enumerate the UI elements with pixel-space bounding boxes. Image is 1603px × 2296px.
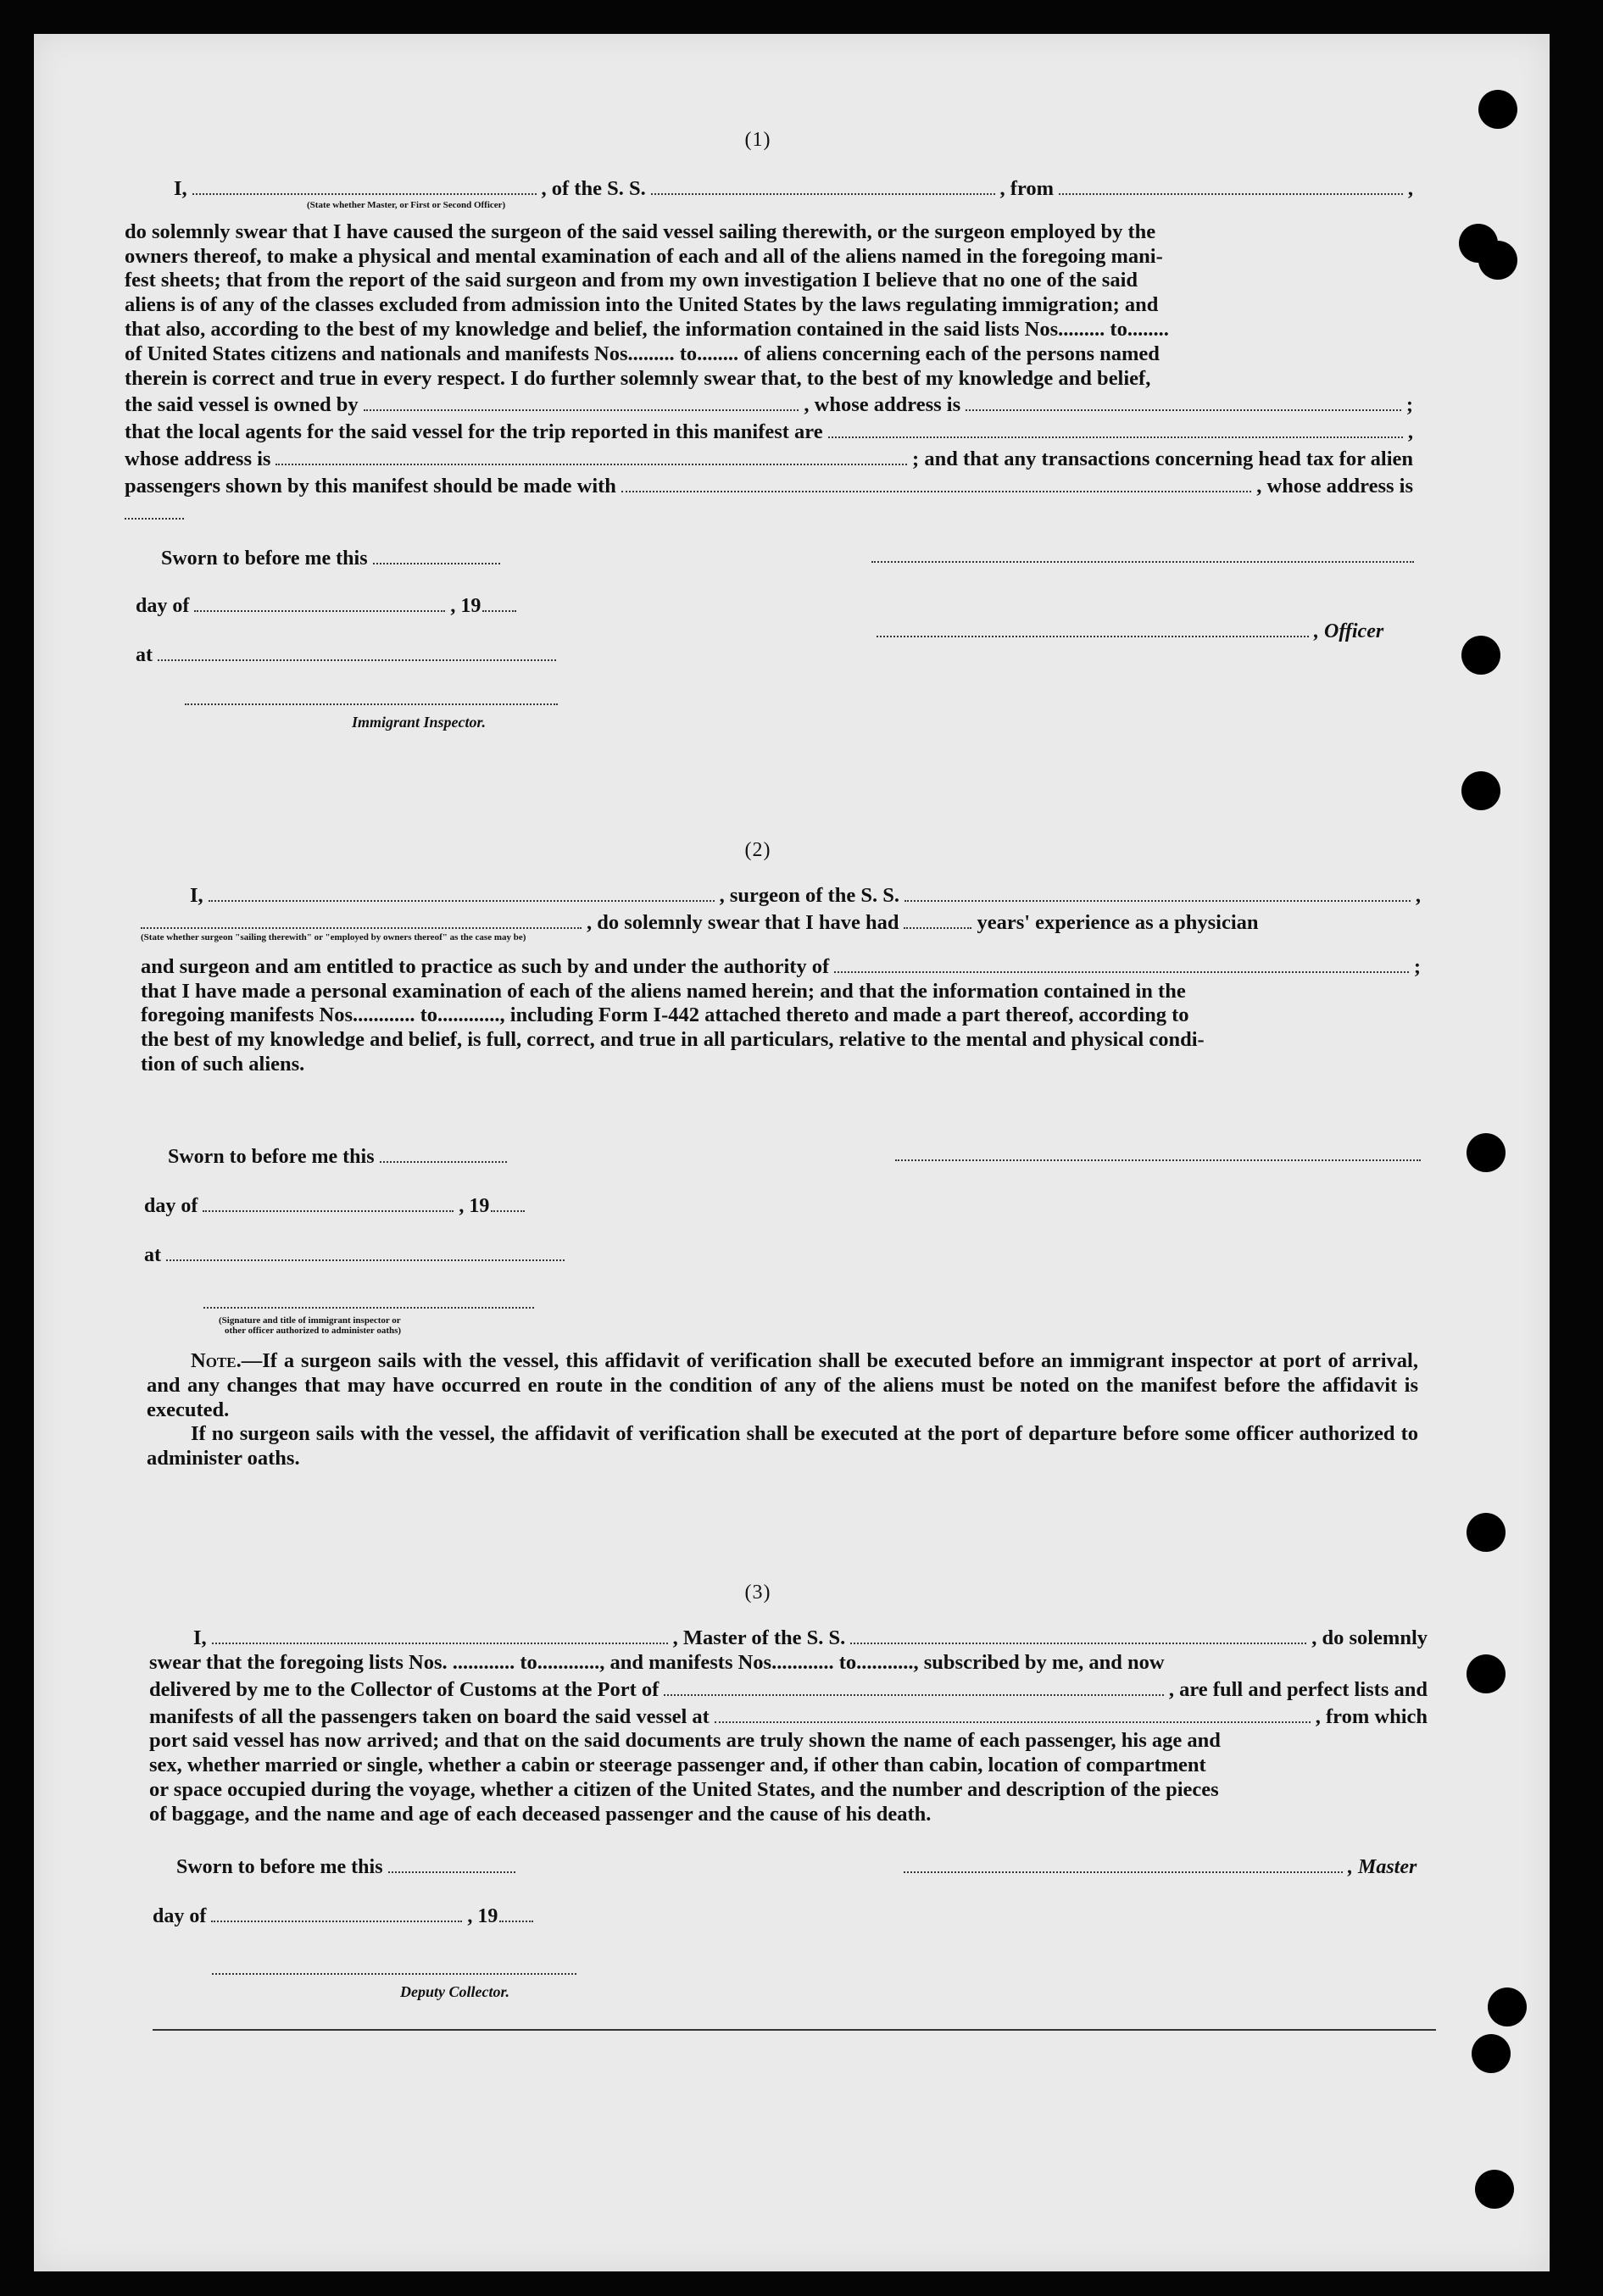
s2-authority-field[interactable] [834,953,1409,973]
s1-sworn-label: Sworn to before me this [161,547,368,570]
s1-body-line: of United States citizens and nationals and manifests Nos......... to........ of aliens concerning each of the persons named [125,342,1160,365]
s1-body-line: that also, according to the best of my knowledge and belief, the information contained in the said lists Nos......... to........ [125,318,1169,342]
s1-from: , from [999,177,1055,201]
s3-taken-start: manifests of all the passengers taken on board the said vessel at [149,1704,710,1728]
s2-body-line: tion of such aliens. [141,1052,305,1076]
s3-collector-caption: Deputy Collector. [400,1983,509,2000]
s1-body-line: do solemnly swear that I have caused the surgeon of the said vessel sailing therewith, or the surgeon employed by the [125,220,1156,243]
punch-hole [1461,636,1500,675]
s1-officer-caption: (State whether Master, or First or Second Officer) [307,199,506,210]
s2-authority: and surgeon and am entitled to practice as such by and under the authority of [141,954,830,978]
s1-officer-signature-line[interactable] [871,561,1414,563]
s3-body-line: port said vessel has now arrived; and that on the said documents are truly shown the name of each passenger, his age and [149,1729,1221,1753]
s3-day-of-label: day of [153,1904,207,1927]
s1-at [136,641,561,667]
punch-hole [1488,1987,1527,2026]
s3-sworn-label: Sworn to before me this [176,1855,383,1878]
s2-at [144,1241,570,1267]
s1-officer-label: , Officer [1314,620,1384,642]
punch-hole [1478,241,1517,280]
s2-i: I, [190,884,203,908]
s1-i: I, [174,177,187,201]
s3-sworn [176,1853,520,1879]
form-page [34,34,1550,2271]
section-1-body [125,175,1413,520]
s2-surgeon-type-field[interactable] [141,909,582,929]
s3-ss-field[interactable] [850,1624,1306,1644]
s2-sworn-label: Sworn to before me this [168,1145,375,1168]
s1-day-of [136,592,521,618]
s2-day-field[interactable] [203,1192,454,1212]
s3-day-of [153,1902,538,1928]
s3-taken-end: , from which [1315,1704,1428,1728]
s3-port-start: delivered by me to the Collector of Customs at the Port of [149,1677,660,1701]
punch-hole [1461,771,1500,810]
s1-head-tax: ; and that any transactions concerning head tax for alien [912,448,1413,471]
section-3-heading: (3) [744,1582,771,1604]
s2-sig-caption-1: (Signature and title of immigrant inspector or [219,1315,401,1326]
s1-body-line: aliens is of any of the classes excluded from admission into the United States by the laws regulating immigration; and [125,293,1159,317]
s1-owner-address-field[interactable] [966,391,1401,411]
s3-body-line: of baggage, and the name and age of each deceased passenger and the cause of his death. [149,1802,932,1826]
s2-ss-field[interactable] [904,881,1411,902]
s3-master-label: , Master [1348,1855,1417,1878]
s3-master-of-ss: , Master of the S. S. [672,1626,846,1650]
section-2-body [141,881,1421,1077]
s1-head-tax-address-field[interactable] [125,499,184,520]
s3-master-signature-line[interactable] [904,1853,1343,1873]
s3-year-label: , 19 [467,1904,498,1927]
s3-i: I, [193,1626,207,1650]
s2-surgeon-caption: (State whether surgeon "sailing therewith" or "employed by owners thereof" as the case may be) [141,931,526,942]
s3-master-name-field[interactable] [212,1624,668,1644]
s2-years-label: years' experience as a physician [977,910,1259,934]
punch-hole [1467,1133,1506,1172]
s1-body-line: fest sheets; that from the report of the said surgeon and from my own investigation I believe that no one of the said [125,269,1138,292]
s3-year-field[interactable] [499,1902,533,1922]
s3-collector-signature-line[interactable] [212,1973,576,1975]
s2-year-label: , 19 [459,1194,490,1217]
s1-from-field[interactable] [1059,175,1403,195]
punch-hole [1475,2170,1514,2209]
s1-agents-address-field[interactable] [276,445,907,465]
s1-body-line: owners thereof, to make a physical and mental examination of each and all of the aliens named in the foregoing mani- [125,244,1163,268]
s1-year-field[interactable] [482,592,516,612]
s2-note-label: Note. [191,1349,242,1372]
s3-day-field[interactable] [211,1902,462,1922]
s2-body-line: that I have made a personal examination of each of the aliens named herein; and that the information contained in the [141,979,1186,1003]
bottom-rule [153,2029,1436,2031]
s2-year-field[interactable] [491,1192,525,1212]
s3-taken-field[interactable] [715,1702,1311,1722]
s2-at-field[interactable] [166,1241,565,1261]
s3-master [899,1853,1417,1879]
s2-day-of-label: day of [144,1194,198,1217]
s1-comma: , [1407,420,1413,444]
s2-surgeon-signature-line[interactable] [895,1159,1421,1161]
s3-body-line: sex, whether married or single, whether a cabin or steerage passenger and, if other than cabin, location of compartment [149,1754,1206,1777]
s3-sworn-date-field[interactable] [388,1853,515,1873]
punch-hole [1467,1513,1506,1552]
s1-officer-name-field[interactable] [877,617,1309,637]
s2-swear: , do solemnly swear that I have had [587,910,899,934]
s2-inspector-signature-line[interactable] [203,1307,534,1309]
s3-body-line: or space occupied during the voyage, whether a citizen of the United States, and the number and description of the pieces [149,1777,1219,1801]
punch-hole [1467,1654,1506,1693]
s1-ss-field[interactable] [651,175,995,195]
s1-owned-by: the said vessel is owned by [125,393,359,417]
s2-sworn [168,1142,512,1169]
punch-hole [1472,2034,1511,2073]
s2-semicolon: ; [1413,954,1421,978]
s2-sig-caption-2: other officer authorized to administer oaths) [225,1326,402,1336]
section-3-body [149,1624,1428,1827]
section-2-heading: (2) [744,839,771,861]
s3-do-solemnly: , do solemnly [1311,1626,1428,1650]
s2-at-label: at [144,1243,161,1266]
s1-comma: , [1407,177,1413,201]
s2-body-line: the best of my knowledge and belief, is full, correct, and true in all particulars, relative to the mental and physical condi- [141,1028,1205,1052]
s1-year-label: , 19 [450,594,481,617]
s2-comma: , [1415,884,1421,908]
s2-years-field[interactable] [904,909,971,929]
s2-surgeon-of-ss: , surgeon of the S. S. [719,884,899,908]
s1-body-line: therein is correct and true in every respect. I do further solemnly swear that, to the best of my knowledge and belief, [125,366,1151,390]
s1-passengers-shown: passengers shown by this manifest should be made with [125,475,616,498]
s1-day-field[interactable] [194,592,445,612]
s1-whose-address-2: whose address is [125,448,271,471]
s1-local-agents: that the local agents for the said vessel for the trip reported in this manifest are [125,420,823,444]
s1-whose-address: , whose address is [804,393,961,417]
s2-note [147,1349,1418,1471]
s2-body-line: foregoing manifests Nos............ to............, including Form I-442 attached thereto and made a part thereof, according to [141,1003,1189,1027]
punch-hole [1478,90,1517,129]
s1-semicolon: ; [1405,393,1414,417]
s1-head-tax-field[interactable] [621,472,1251,492]
section-1-heading: (1) [744,129,771,151]
s2-note-text: —If a surgeon sails with the vessel, this affidavit of verification shall be executed before an immigrant inspector at port of arrival, and any changes that may have occurred en route in the condition of any of the aliens must be noted on the manifest before the affidavit is executed. [147,1349,1418,1421]
s1-day-of-label: day of [136,594,190,617]
s2-sworn-date-field[interactable] [380,1142,507,1163]
s1-inspector-signature-line[interactable] [185,703,558,705]
s3-body-line: swear that the foregoing lists Nos. ............ to............, and manifests Nos............ to..........., subscribed by me, and now [149,1650,1165,1674]
s2-note-paragraph-2: If no surgeon sails with the vessel, the affidavit of verification shall be executed at the port of departure before some officer authorized to administer oaths. [147,1422,1418,1470]
s2-note-paragraph [147,1349,1418,1422]
s1-at-label: at [136,643,153,666]
s1-sworn-date-field[interactable] [373,544,500,564]
s1-inspector-caption: Immigrant Inspector. [352,714,487,731]
s1-officer [871,617,1383,643]
s1-whose-address-3: , whose address is [1256,475,1413,498]
s1-agents-field[interactable] [828,418,1403,438]
s1-of-ss: , of the S. S. [541,177,646,201]
s1-officer-field[interactable] [192,175,537,195]
s3-port-end: , are full and perfect lists and [1168,1677,1428,1701]
s2-surgeon-name-field[interactable] [209,881,715,902]
s1-at-field[interactable] [158,641,556,661]
s1-owner-field[interactable] [364,391,799,411]
s2-day-of [144,1192,530,1218]
s1-sworn [161,544,505,570]
s3-port-field[interactable] [664,1676,1164,1696]
